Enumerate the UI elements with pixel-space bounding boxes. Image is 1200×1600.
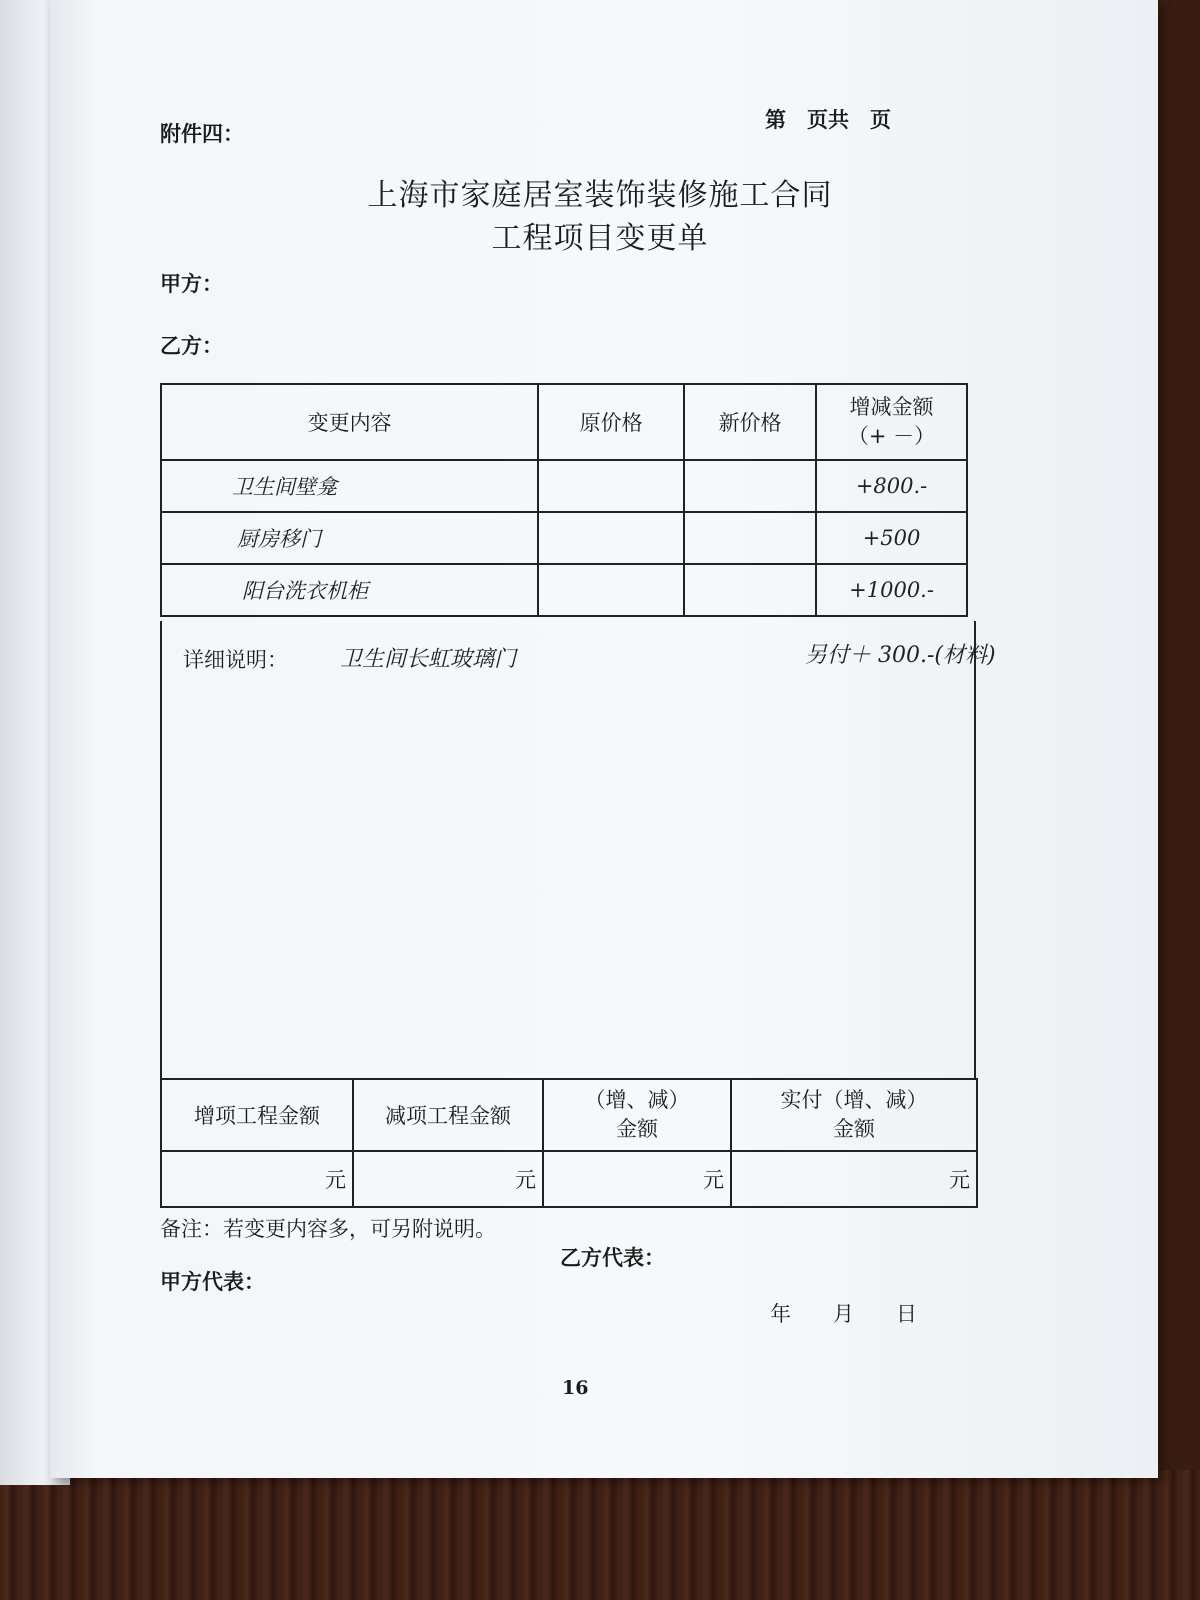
row-old-price — [538, 512, 684, 564]
header-new-price: 新价格 — [684, 384, 816, 460]
detail-handwriting-right: 另付＋ 300.-(材料) — [805, 643, 996, 668]
summary-header — [161, 1079, 977, 1151]
change-table-header — [161, 384, 967, 460]
header-actual-amount: 实付（增、减） 金额 — [731, 1079, 977, 1151]
row-new-price — [684, 460, 816, 512]
row-old-price — [538, 460, 684, 512]
row-amount: +1000.- — [816, 564, 967, 616]
attachment-label: 附件四： — [160, 122, 244, 146]
row-amount: +800.- — [816, 460, 967, 512]
row-new-price — [684, 512, 816, 564]
table-row — [161, 512, 967, 564]
row-content: 阳台洗衣机柜 — [161, 564, 538, 616]
change-table — [160, 383, 968, 617]
increase-amount-unit: 元 — [161, 1151, 353, 1207]
party-a-label: 甲方： — [160, 272, 223, 296]
header-amount: 增减金额 （+ －） — [816, 384, 967, 460]
document-title: 上海市家庭居室装饰装修施工合同 — [367, 178, 833, 213]
detail-section — [160, 621, 976, 1078]
header-net-amount: （增、减） 金额 — [543, 1079, 731, 1151]
party-b-label: 乙方： — [160, 334, 223, 358]
summary-values — [161, 1151, 977, 1207]
row-amount: +500 — [816, 512, 967, 564]
header-increase-amount: 增项工程金额 — [161, 1079, 353, 1151]
net-amount-unit: 元 — [543, 1151, 731, 1207]
header-old-price: 原价格 — [538, 384, 684, 460]
detail-handwriting-left: 卫生间长虹玻璃门 — [340, 647, 517, 672]
detail-label: 详细说明： — [183, 648, 288, 672]
page-indicator: 第 页共 页 — [765, 108, 891, 132]
header-change-content: 变更内容 — [161, 384, 538, 460]
table-row — [161, 564, 967, 616]
summary-table — [160, 1078, 978, 1208]
page-number: 16 — [562, 1377, 589, 1399]
table-row — [161, 460, 967, 512]
row-content: 厨房移门 — [161, 512, 538, 564]
row-old-price — [538, 564, 684, 616]
decrease-amount-unit: 元 — [353, 1151, 543, 1207]
row-new-price — [684, 564, 816, 616]
document-subtitle: 工程项目变更单 — [491, 221, 709, 256]
row-content: 卫生间壁龛 — [161, 460, 538, 512]
header-decrease-amount: 减项工程金额 — [353, 1079, 543, 1151]
wooden-table — [0, 1470, 1200, 1600]
date-line: 年 月 日 — [770, 1302, 917, 1326]
remark-note: 备注：若变更内容多，可另附说明。 — [160, 1217, 496, 1241]
party-b-representative: 乙方代表： — [560, 1246, 665, 1270]
actual-amount-unit: 元 — [731, 1151, 977, 1207]
party-a-representative: 甲方代表： — [160, 1270, 265, 1294]
